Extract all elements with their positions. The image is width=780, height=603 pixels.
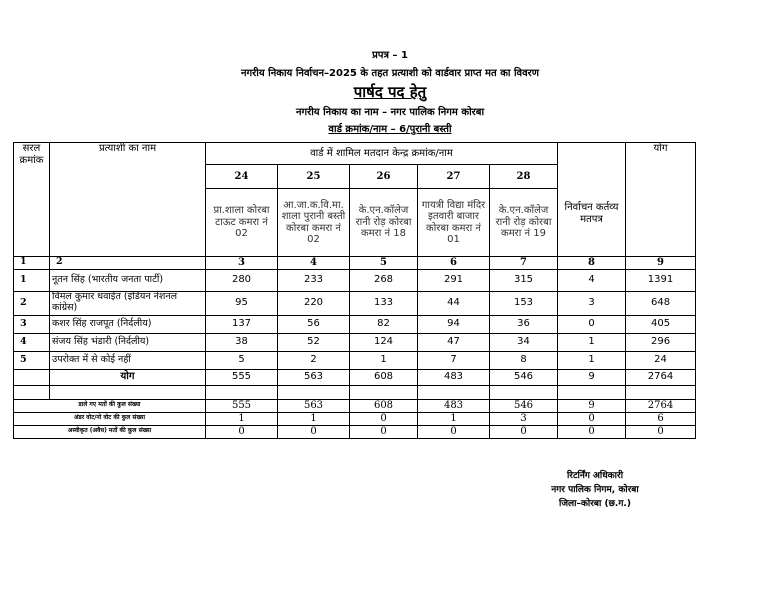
total-votes: 296: [626, 333, 696, 351]
booth-number: 25: [278, 165, 350, 189]
stat-value: 563: [278, 399, 350, 412]
serial-number: 2: [14, 291, 50, 315]
sum-vote: 555: [206, 369, 278, 385]
serial-number: 1: [14, 269, 50, 291]
stat-value: 608: [350, 399, 418, 412]
vote-count: 137: [206, 315, 278, 333]
booth-name: आ.जा.क.वि.मा. शाला पुरानी बस्ती कोरबा कमरा नं 02: [278, 189, 350, 257]
column-number: 5: [350, 257, 418, 270]
form-number: प्रपत्र – 1: [372, 50, 408, 61]
stat-label: अस्वीकृत (अवैध) मतों की कुल संख्या: [14, 425, 206, 438]
serial-number: 3: [14, 315, 50, 333]
booth-name: गायत्री विद्या मंदिर इतवारी बाजार कोरबा कमरा नं 01: [418, 189, 490, 257]
stat-value: 2764: [626, 399, 696, 412]
stat-row: [14, 425, 696, 438]
booth-number: 27: [418, 165, 490, 189]
vote-count: 280: [206, 269, 278, 291]
stat-value: 9: [558, 399, 626, 412]
sum-vote: 546: [490, 369, 558, 385]
serial-number: 5: [14, 351, 50, 369]
spacer-cell: [558, 385, 626, 399]
vote-count: 36: [490, 315, 558, 333]
candidate-name: नूतन सिंह (भारतीय जनता पार्टी): [50, 269, 206, 291]
postal-votes: 1: [558, 333, 626, 351]
vote-count: 153: [490, 291, 558, 315]
postal-votes: 4: [558, 269, 626, 291]
vote-count: 2: [278, 351, 350, 369]
results-table: [13, 142, 696, 439]
vote-count: 8: [490, 351, 558, 369]
stat-row: [14, 399, 696, 412]
vote-count: 233: [278, 269, 350, 291]
body-name: नगरीय निकाय का नाम – नगर पालिक निगम कोरबा: [295, 107, 485, 118]
vote-count: 291: [418, 269, 490, 291]
candidate-row: [14, 333, 696, 351]
vote-count: 56: [278, 315, 350, 333]
stat-value: 0: [490, 425, 558, 438]
stat-value: 555: [206, 399, 278, 412]
column-number: 6: [418, 257, 490, 270]
sum-postal: 9: [558, 369, 626, 385]
stat-value: 1: [206, 412, 278, 425]
stat-value: 0: [418, 425, 490, 438]
signature-district: जिला–कोरबा (छ.ग.): [559, 499, 631, 509]
candidate-row: [14, 291, 696, 315]
booth-number: 28: [490, 165, 558, 189]
vote-count: 34: [490, 333, 558, 351]
stat-label: अंडर वोट/नो वोट की कुल संख्या: [14, 412, 206, 425]
column-number: 4: [278, 257, 350, 270]
signature-title: रिटर्निंग अधिकारी: [566, 471, 624, 481]
postal-header: निर्वाचन कर्तव्य मतपत्र: [558, 143, 626, 257]
candidate-name: कशर सिंह राजपूत (निर्दलीय): [50, 315, 206, 333]
candidate-row: [14, 351, 696, 369]
ward-title: वार्ड क्रमांक/नाम – 6/पुरानी बस्ती: [328, 124, 452, 135]
booth-number: 24: [206, 165, 278, 189]
stat-value: 0: [278, 425, 350, 438]
candidate-row: [14, 315, 696, 333]
stat-value: 0: [626, 425, 696, 438]
vote-count: 38: [206, 333, 278, 351]
spacer-cell: [626, 385, 696, 399]
spacer-cell: [350, 385, 418, 399]
booth-name: प्रा.शाला कोरबा टाऊट कमरा नं 02: [206, 189, 278, 257]
postal-votes: 3: [558, 291, 626, 315]
spacer-cell: [490, 385, 558, 399]
stat-value: 1: [418, 412, 490, 425]
sum-row: [14, 369, 696, 385]
vote-count: 220: [278, 291, 350, 315]
spacer-cell: [278, 385, 350, 399]
sum-label: योग: [50, 369, 206, 385]
sum-vote: 483: [418, 369, 490, 385]
serial-number: 4: [14, 333, 50, 351]
booth-name: के.एन.कॉलेज रानी रोड़ कोरबा कमरा नं 19: [490, 189, 558, 257]
vote-count: 1: [350, 351, 418, 369]
total-votes: 1391: [626, 269, 696, 291]
sno-header: सरल क्रमांक: [14, 143, 50, 257]
vote-count: 47: [418, 333, 490, 351]
sum-blank: [14, 369, 50, 385]
vote-count: 94: [418, 315, 490, 333]
spacer-row: [14, 385, 696, 399]
stat-value: 3: [490, 412, 558, 425]
spacer-cell: [206, 385, 278, 399]
document-subtitle: नगरीय निकाय निर्वाचन–2025 के तहत प्रत्याशी को वार्डवार प्राप्त मत का विवरण: [241, 68, 539, 79]
candidate-name: उपरोक्त में से कोई नहीं: [50, 351, 206, 369]
vote-count: 52: [278, 333, 350, 351]
postal-votes: 1: [558, 351, 626, 369]
vote-count: 82: [350, 315, 418, 333]
stat-value: 0: [558, 425, 626, 438]
post-title: पार्षद पद हेतु: [353, 83, 427, 101]
total-votes: 648: [626, 291, 696, 315]
column-number: 9: [626, 257, 696, 270]
booths-group-header: वार्ड में शामिल मतदान केन्द्र क्रमांक/नाम: [206, 143, 558, 165]
vote-count: 5: [206, 351, 278, 369]
spacer-cell: [418, 385, 490, 399]
vote-count: 7: [418, 351, 490, 369]
booth-name: के.एन.कॉलेज रानी रोड़ कोरबा कमरा नं 18: [350, 189, 418, 257]
candidate-header: प्रत्याशी का नाम: [50, 143, 206, 257]
spacer-cell: [14, 385, 50, 399]
sum-total: 2764: [626, 369, 696, 385]
signature-office: नगर पालिक निगम, कोरबा: [551, 485, 639, 495]
column-number: 2: [50, 257, 206, 270]
stat-label: डाले गए मतों की कुल संख्या: [14, 399, 206, 412]
column-number: 8: [558, 257, 626, 270]
sum-vote: 608: [350, 369, 418, 385]
total-votes: 405: [626, 315, 696, 333]
vote-count: 124: [350, 333, 418, 351]
vote-count: 95: [206, 291, 278, 315]
stat-value: 0: [350, 425, 418, 438]
vote-count: 44: [418, 291, 490, 315]
sum-vote: 563: [278, 369, 350, 385]
stat-row: [14, 412, 696, 425]
total-votes: 24: [626, 351, 696, 369]
total-header: योग: [626, 143, 696, 257]
stat-value: 1: [278, 412, 350, 425]
stat-value: 546: [490, 399, 558, 412]
column-number: 1: [14, 257, 50, 270]
stat-value: 0: [558, 412, 626, 425]
vote-count: 133: [350, 291, 418, 315]
vote-count: 268: [350, 269, 418, 291]
candidate-name: विमल कुमार धवाईत (इंडियन नेशनल कांग्रेस): [50, 291, 206, 315]
candidate-name: संजय सिंह भंडारी (निर्दलीय): [50, 333, 206, 351]
booth-number: 26: [350, 165, 418, 189]
stat-value: 0: [350, 412, 418, 425]
candidate-row: [14, 269, 696, 291]
column-number: 7: [490, 257, 558, 270]
column-number: 3: [206, 257, 278, 270]
stat-value: 0: [206, 425, 278, 438]
postal-votes: 0: [558, 315, 626, 333]
spacer-cell: [50, 385, 206, 399]
stat-value: 6: [626, 412, 696, 425]
stat-value: 483: [418, 399, 490, 412]
vote-count: 315: [490, 269, 558, 291]
